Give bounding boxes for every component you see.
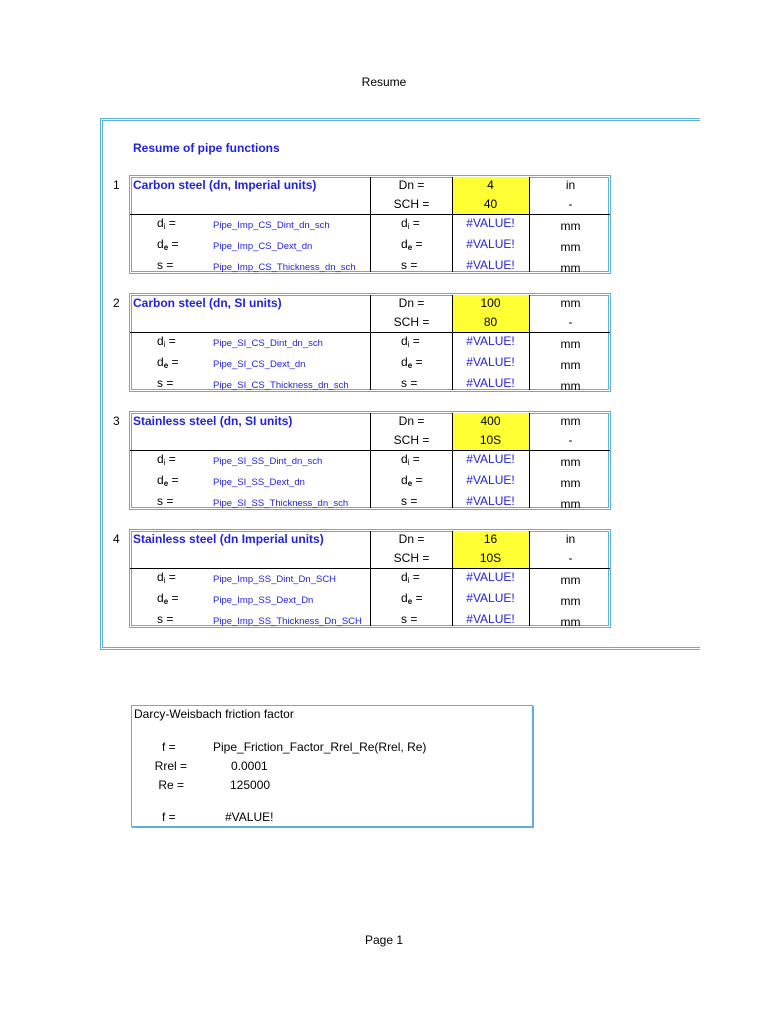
darcy-rrel-value: 0.0001 <box>231 759 268 773</box>
row-symbol <box>157 570 176 585</box>
symbol-part: = <box>407 612 418 626</box>
symbol-part: = <box>412 355 423 369</box>
block-number: 2 <box>113 296 120 310</box>
symbol-part: s <box>401 494 407 508</box>
function-name: Pipe_SI_CS_Dext_dn <box>213 359 306 370</box>
symbol-part: = <box>407 258 418 272</box>
sch-unit: - <box>568 433 573 447</box>
block-title: Carbon steel (dn, Imperial units) <box>133 178 317 192</box>
darcy-re-value: 125000 <box>230 778 271 792</box>
symbol-part: d <box>401 355 408 369</box>
function-name: Pipe_SI_CS_Thickness_dn_sch <box>213 380 349 391</box>
block-number: 4 <box>113 532 120 546</box>
result-unit: mm <box>560 594 581 608</box>
row-symbol-repeat <box>401 216 420 231</box>
symbol-part: d <box>157 355 164 369</box>
symbol-part: = <box>409 570 420 584</box>
row-symbol-repeat <box>401 452 420 467</box>
sch-unit: - <box>568 551 573 565</box>
symbol-part: e <box>163 243 169 252</box>
symbol-part: = <box>165 452 176 466</box>
row-symbol-repeat <box>401 376 417 391</box>
result-value: #VALUE! <box>466 473 515 487</box>
dn-label: Dn = <box>398 532 425 546</box>
symbol-part: = <box>168 237 179 251</box>
function-name: Pipe_SI_SS_Thickness_dn_sch <box>213 498 349 509</box>
block-title: Carbon steel (dn, SI units) <box>133 296 282 310</box>
result-value: #VALUE! <box>466 216 515 230</box>
function-name: Pipe_SI_SS_Dint_dn_sch <box>213 456 323 467</box>
function-name: Pipe_SI_SS_Dext_dn <box>213 477 305 488</box>
symbol-part: = <box>407 494 418 508</box>
sch-value[interactable]: 80 <box>483 315 498 329</box>
block-number: 1 <box>113 178 120 192</box>
result-unit: mm <box>560 219 581 233</box>
page-footer: Page 1 <box>364 933 404 947</box>
darcy-re-label: Re = <box>158 778 184 792</box>
result-value: #VALUE! <box>466 452 515 466</box>
row-symbol-repeat <box>401 494 417 509</box>
symbol-part: = <box>163 494 174 508</box>
symbol-part: = <box>163 376 174 390</box>
symbol-part: = <box>409 334 420 348</box>
result-unit: mm <box>560 240 581 254</box>
symbol-part: d <box>157 237 164 251</box>
symbol-part: i <box>163 340 166 349</box>
row-symbol <box>157 612 173 627</box>
symbol-part: d <box>401 216 408 230</box>
sch-unit: - <box>568 197 573 211</box>
dn-label: Dn = <box>398 414 425 428</box>
result-unit: mm <box>560 379 581 393</box>
dn-label: Dn = <box>398 296 425 310</box>
row-symbol-repeat <box>401 570 420 585</box>
symbol-part: = <box>407 376 418 390</box>
row-symbol-repeat <box>401 355 422 370</box>
block-title: Stainless steel (dn Imperial units) <box>133 532 324 546</box>
symbol-part: d <box>157 216 164 230</box>
dn-label: Dn = <box>398 178 425 192</box>
symbol-part: = <box>409 216 420 230</box>
result-value: #VALUE! <box>466 376 515 390</box>
result-unit: mm <box>560 573 581 587</box>
row-symbol <box>157 376 173 391</box>
symbol-part: = <box>165 216 176 230</box>
result-value: #VALUE! <box>466 570 515 584</box>
symbol-part: d <box>401 334 408 348</box>
function-name: Pipe_Imp_CS_Dint_dn_sch <box>213 220 330 231</box>
page-header: Resume <box>361 75 407 89</box>
dn-value[interactable]: 4 <box>487 178 494 192</box>
row-symbol <box>157 334 176 349</box>
result-value: #VALUE! <box>466 258 515 272</box>
symbol-part: i <box>163 576 166 585</box>
function-name: Pipe_Imp_SS_Dint_Dn_SCH <box>213 574 337 585</box>
result-unit: mm <box>560 476 581 490</box>
row-symbol-repeat <box>401 591 422 606</box>
block-number: 3 <box>113 414 120 428</box>
symbol-part: e <box>407 243 413 252</box>
result-value: #VALUE! <box>466 355 515 369</box>
dn-unit: in <box>565 178 576 192</box>
function-name: Pipe_Imp_CS_Thickness_dn_sch <box>213 262 356 273</box>
symbol-part: s <box>401 258 407 272</box>
symbol-part: i <box>163 222 166 231</box>
symbol-part: i <box>163 458 166 467</box>
symbol-part: s <box>157 376 163 390</box>
darcy-rrel-label: Rrel = <box>154 759 187 773</box>
symbol-part: = <box>409 452 420 466</box>
symbol-part: = <box>168 473 179 487</box>
block-title: Stainless steel (dn, SI units) <box>133 414 293 428</box>
function-name: Pipe_Imp_CS_Dext_dn <box>213 241 313 252</box>
function-name: Pipe_Imp_SS_Dext_Dn <box>213 595 314 606</box>
symbol-part: e <box>163 597 169 606</box>
symbol-part: d <box>157 334 164 348</box>
sch-label: SCH = <box>393 197 430 211</box>
darcy-result-value: #VALUE! <box>225 810 274 824</box>
dn-value[interactable]: 100 <box>480 296 501 310</box>
symbol-part: d <box>401 570 408 584</box>
sch-label: SCH = <box>393 315 430 329</box>
symbol-part: e <box>163 479 169 488</box>
dn-unit: mm <box>560 414 581 428</box>
result-unit: mm <box>560 455 581 469</box>
row-symbol <box>157 258 173 273</box>
darcy-title: Darcy-Weisbach friction factor <box>134 707 294 721</box>
symbol-part: e <box>163 361 169 370</box>
result-value: #VALUE! <box>466 334 515 348</box>
symbol-part: s <box>157 494 163 508</box>
sch-label: SCH = <box>393 551 430 565</box>
symbol-part: d <box>401 452 408 466</box>
row-symbol <box>157 473 178 488</box>
dn-value[interactable]: 400 <box>480 414 501 428</box>
symbol-part: i <box>407 576 410 585</box>
result-unit: mm <box>560 497 581 511</box>
symbol-part: e <box>407 597 413 606</box>
result-value: #VALUE! <box>466 591 515 605</box>
row-symbol <box>157 355 178 370</box>
symbol-part: i <box>407 340 410 349</box>
symbol-part: = <box>165 334 176 348</box>
symbol-part: e <box>407 361 413 370</box>
row-symbol <box>157 494 173 509</box>
symbol-part: s <box>157 258 163 272</box>
symbol-part: d <box>401 473 408 487</box>
symbol-part: i <box>407 222 410 231</box>
sch-label: SCH = <box>393 433 430 447</box>
result-unit: mm <box>560 615 581 629</box>
symbol-part: = <box>163 612 174 626</box>
resume-title: Resume of pipe functions <box>133 141 280 155</box>
dn-unit: in <box>565 532 576 546</box>
result-unit: mm <box>560 261 581 275</box>
dn-unit: mm <box>560 296 581 310</box>
sch-unit: - <box>568 315 573 329</box>
symbol-part: = <box>163 258 174 272</box>
symbol-part: = <box>412 591 423 605</box>
row-symbol <box>157 452 176 467</box>
function-name: Pipe_Imp_SS_Thickness_Dn_SCH <box>213 616 362 627</box>
result-unit: mm <box>560 337 581 351</box>
symbol-part: s <box>401 612 407 626</box>
result-unit: mm <box>560 358 581 372</box>
symbol-part: d <box>157 570 164 584</box>
symbol-part: d <box>157 452 164 466</box>
darcy-weisbach-box <box>131 705 533 827</box>
result-value: #VALUE! <box>466 612 515 626</box>
row-symbol <box>157 216 176 231</box>
darcy-formula: Pipe_Friction_Factor_Rrel_Re(Rrel, Re) <box>213 740 427 754</box>
dn-value[interactable]: 16 <box>483 532 498 546</box>
symbol-part: s <box>157 612 163 626</box>
symbol-part: = <box>168 591 179 605</box>
sch-value[interactable]: 10S <box>479 551 502 565</box>
symbol-part: d <box>157 591 164 605</box>
sch-value[interactable]: 40 <box>483 197 498 211</box>
row-symbol-repeat <box>401 473 422 488</box>
row-symbol <box>157 237 178 252</box>
symbol-part: d <box>157 473 164 487</box>
symbol-part: = <box>412 473 423 487</box>
row-symbol-repeat <box>401 612 417 627</box>
result-value: #VALUE! <box>466 494 515 508</box>
symbol-part: = <box>165 570 176 584</box>
result-value: #VALUE! <box>466 237 515 251</box>
function-name: Pipe_SI_CS_Dint_dn_sch <box>213 338 323 349</box>
row-symbol-repeat <box>401 237 422 252</box>
symbol-part: s <box>401 376 407 390</box>
row-symbol-repeat <box>401 334 420 349</box>
symbol-part: d <box>401 237 408 251</box>
sch-value[interactable]: 10S <box>479 433 502 447</box>
symbol-part: i <box>407 458 410 467</box>
darcy-f-label: f = <box>162 740 176 754</box>
symbol-part: = <box>168 355 179 369</box>
row-symbol <box>157 591 178 606</box>
symbol-part: d <box>401 591 408 605</box>
symbol-part: = <box>412 237 423 251</box>
row-symbol-repeat <box>401 258 417 273</box>
symbol-part: e <box>407 479 413 488</box>
darcy-result-label: f = <box>162 810 176 824</box>
